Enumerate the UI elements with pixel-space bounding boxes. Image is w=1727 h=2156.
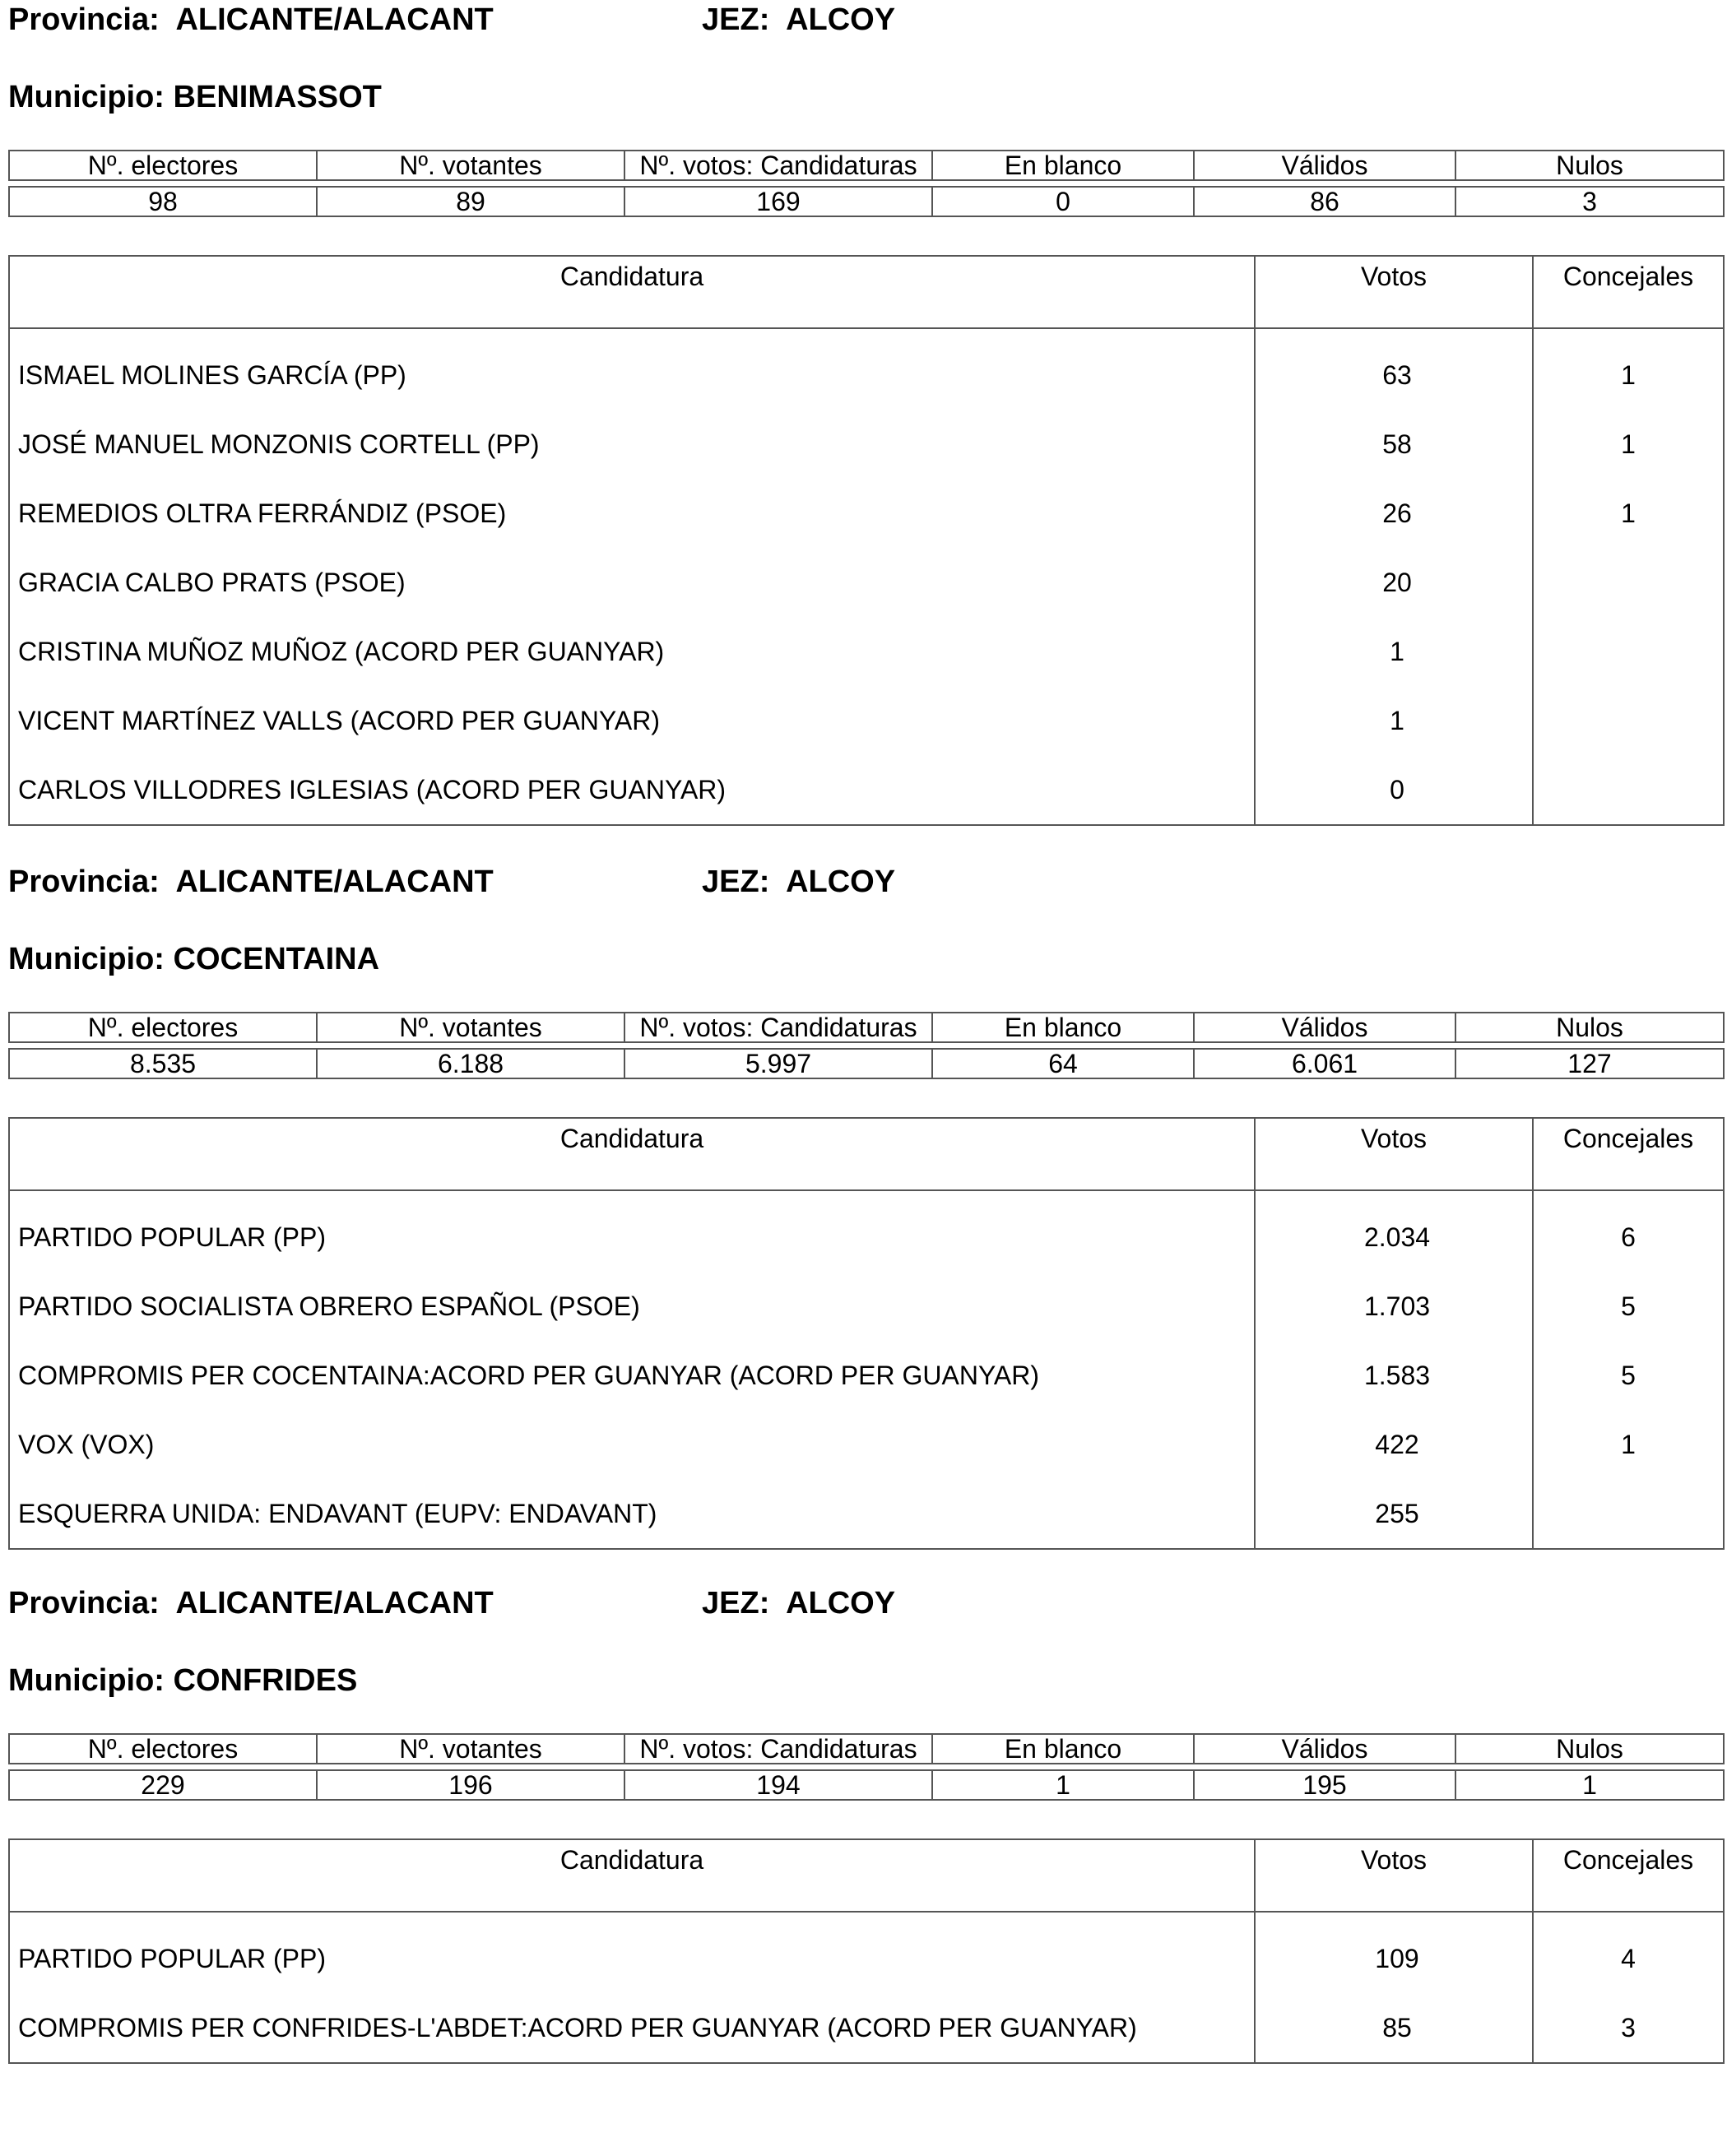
candidatura-concejales	[1533, 755, 1724, 825]
col-votos: Votos	[1255, 1839, 1533, 1912]
candidatura-votos: 1.583	[1255, 1341, 1533, 1410]
stats-table	[8, 150, 1725, 217]
col-electores: Nº. electores	[9, 1734, 317, 1764]
candidatura-votos: 109	[1255, 1912, 1533, 1993]
col-en-blanco: En blanco	[932, 1013, 1194, 1042]
candidatura-votos: 1	[1255, 617, 1533, 686]
candidatura-votos: 0	[1255, 755, 1533, 825]
candidatura-name: COMPROMIS PER COCENTAINA:ACORD PER GUANYAR (ACORD PER GUANYAR)	[9, 1341, 1255, 1410]
stats-table	[8, 1733, 1725, 1801]
col-candidatura: Candidatura	[9, 256, 1255, 328]
stats-value-row	[9, 1049, 1724, 1078]
col-votos: Votos	[1255, 256, 1533, 328]
candidatura-votos: 1.703	[1255, 1272, 1533, 1341]
candidatura-votos: 422	[1255, 1410, 1533, 1479]
value-votantes: 89	[317, 187, 624, 216]
table-row	[9, 479, 1724, 548]
candidatura-concejales	[1533, 617, 1724, 686]
candidatura-name: JOSÉ MANUEL MONZONIS CORTELL (PP)	[9, 410, 1255, 479]
candidatura-concejales: 5	[1533, 1272, 1724, 1341]
candidatura-name: VICENT MARTÍNEZ VALLS (ACORD PER GUANYAR)	[9, 686, 1255, 755]
candidatura-concejales: 5	[1533, 1341, 1724, 1410]
col-nulos: Nulos	[1455, 151, 1724, 180]
municipio-title: Municipio: COCENTAINA	[8, 942, 380, 976]
candidatura-concejales: 1	[1533, 328, 1724, 410]
table-row	[9, 1190, 1724, 1272]
candidatura-votos: 63	[1255, 328, 1533, 410]
value-en-blanco: 0	[932, 187, 1194, 216]
candidatura-name: VOX (VOX)	[9, 1410, 1255, 1479]
candidatura-concejales	[1533, 548, 1724, 617]
value-electores: 8.535	[9, 1049, 317, 1078]
col-votos: Votos	[1255, 1118, 1533, 1190]
candidatura-concejales: 6	[1533, 1190, 1724, 1272]
stats-header-row	[9, 151, 1724, 180]
candidatura-name: PARTIDO SOCIALISTA OBRERO ESPAÑOL (PSOE)	[9, 1272, 1255, 1341]
table-row	[9, 328, 1724, 410]
candidatura-votos: 2.034	[1255, 1190, 1533, 1272]
value-votantes: 196	[317, 1770, 624, 1800]
col-nulos: Nulos	[1455, 1734, 1724, 1764]
candidatura-concejales: 1	[1533, 479, 1724, 548]
value-en-blanco: 1	[932, 1770, 1194, 1800]
candidatura-name: CARLOS VILLODRES IGLESIAS (ACORD PER GUANYAR)	[9, 755, 1255, 825]
table-row	[9, 1341, 1724, 1410]
col-validos: Válidos	[1194, 1013, 1455, 1042]
candidatura-name: COMPROMIS PER CONFRIDES-L'ABDET:ACORD PER GUANYAR (ACORD PER GUANYAR)	[9, 1993, 1255, 2063]
col-validos: Válidos	[1194, 151, 1455, 180]
candidatura-name: ESQUERRA UNIDA: ENDAVANT (EUPV: ENDAVANT)	[9, 1479, 1255, 1549]
candidatura-name: CRISTINA MUÑOZ MUÑOZ (ACORD PER GUANYAR)	[9, 617, 1255, 686]
table-row	[9, 1272, 1724, 1341]
stats-value-row	[9, 1770, 1724, 1800]
candidaturas-table	[8, 1838, 1725, 2064]
value-votantes: 6.188	[317, 1049, 624, 1078]
table-row	[9, 1410, 1724, 1479]
value-validos: 86	[1194, 187, 1455, 216]
col-electores: Nº. electores	[9, 1013, 317, 1042]
col-en-blanco: En blanco	[932, 1734, 1194, 1764]
candidatura-concejales: 3	[1533, 1993, 1724, 2063]
value-nulos: 1	[1455, 1770, 1724, 1800]
candidatura-concejales: 1	[1533, 410, 1724, 479]
table-row	[9, 410, 1724, 479]
candidatura-name: ISMAEL MOLINES GARCÍA (PP)	[9, 328, 1255, 410]
table-row	[9, 548, 1724, 617]
municipio-title: Municipio: BENIMASSOT	[8, 80, 382, 114]
col-concejales: Concejales	[1533, 1118, 1724, 1190]
col-votos-candidaturas: Nº. votos: Candidaturas	[624, 1013, 932, 1042]
value-votos-candidaturas: 194	[624, 1770, 932, 1800]
candidatura-concejales	[1533, 686, 1724, 755]
candidaturas-table	[8, 255, 1725, 826]
table-row	[9, 617, 1724, 686]
table-row	[9, 1479, 1724, 1549]
stats-table	[8, 1012, 1725, 1079]
col-votantes: Nº. votantes	[317, 1013, 624, 1042]
candidatura-concejales: 1	[1533, 1410, 1724, 1479]
value-electores: 229	[9, 1770, 317, 1800]
value-validos: 6.061	[1194, 1049, 1455, 1078]
value-validos: 195	[1194, 1770, 1455, 1800]
candidaturas-header-row	[9, 1839, 1724, 1912]
candidatura-votos: 85	[1255, 1993, 1533, 2063]
candidatura-votos: 26	[1255, 479, 1533, 548]
candidatura-concejales: 4	[1533, 1912, 1724, 1993]
col-votantes: Nº. votantes	[317, 1734, 624, 1764]
col-candidatura: Candidatura	[9, 1118, 1255, 1190]
value-nulos: 127	[1455, 1049, 1724, 1078]
candidatura-votos: 1	[1255, 686, 1533, 755]
col-validos: Válidos	[1194, 1734, 1455, 1764]
col-candidatura: Candidatura	[9, 1839, 1255, 1912]
candidatura-name: GRACIA CALBO PRATS (PSOE)	[9, 548, 1255, 617]
col-votantes: Nº. votantes	[317, 151, 624, 180]
col-votos-candidaturas: Nº. votos: Candidaturas	[624, 151, 932, 180]
table-row	[9, 755, 1724, 825]
candidatura-votos: 20	[1255, 548, 1533, 617]
value-nulos: 3	[1455, 187, 1724, 216]
stats-header-row	[9, 1734, 1724, 1764]
municipio-title: Municipio: CONFRIDES	[8, 1663, 358, 1698]
col-concejales: Concejales	[1533, 256, 1724, 328]
value-votos-candidaturas: 5.997	[624, 1049, 932, 1078]
candidaturas-header-row	[9, 1118, 1724, 1190]
table-row	[9, 1912, 1724, 1993]
candidatura-concejales	[1533, 1479, 1724, 1549]
candidaturas-header-row	[9, 256, 1724, 328]
candidaturas-table	[8, 1117, 1725, 1550]
table-row	[9, 686, 1724, 755]
value-en-blanco: 64	[932, 1049, 1194, 1078]
candidatura-votos: 255	[1255, 1479, 1533, 1549]
col-concejales: Concejales	[1533, 1839, 1724, 1912]
stats-header-row	[9, 1013, 1724, 1042]
stats-value-row	[9, 187, 1724, 216]
candidatura-name: PARTIDO POPULAR (PP)	[9, 1190, 1255, 1272]
col-en-blanco: En blanco	[932, 151, 1194, 180]
col-nulos: Nulos	[1455, 1013, 1724, 1042]
table-row	[9, 1993, 1724, 2063]
value-votos-candidaturas: 169	[624, 187, 932, 216]
col-electores: Nº. electores	[9, 151, 317, 180]
candidatura-name: REMEDIOS OLTRA FERRÁNDIZ (PSOE)	[9, 479, 1255, 548]
candidatura-name: PARTIDO POPULAR (PP)	[9, 1912, 1255, 1993]
candidatura-votos: 58	[1255, 410, 1533, 479]
value-electores: 98	[9, 187, 317, 216]
col-votos-candidaturas: Nº. votos: Candidaturas	[624, 1734, 932, 1764]
